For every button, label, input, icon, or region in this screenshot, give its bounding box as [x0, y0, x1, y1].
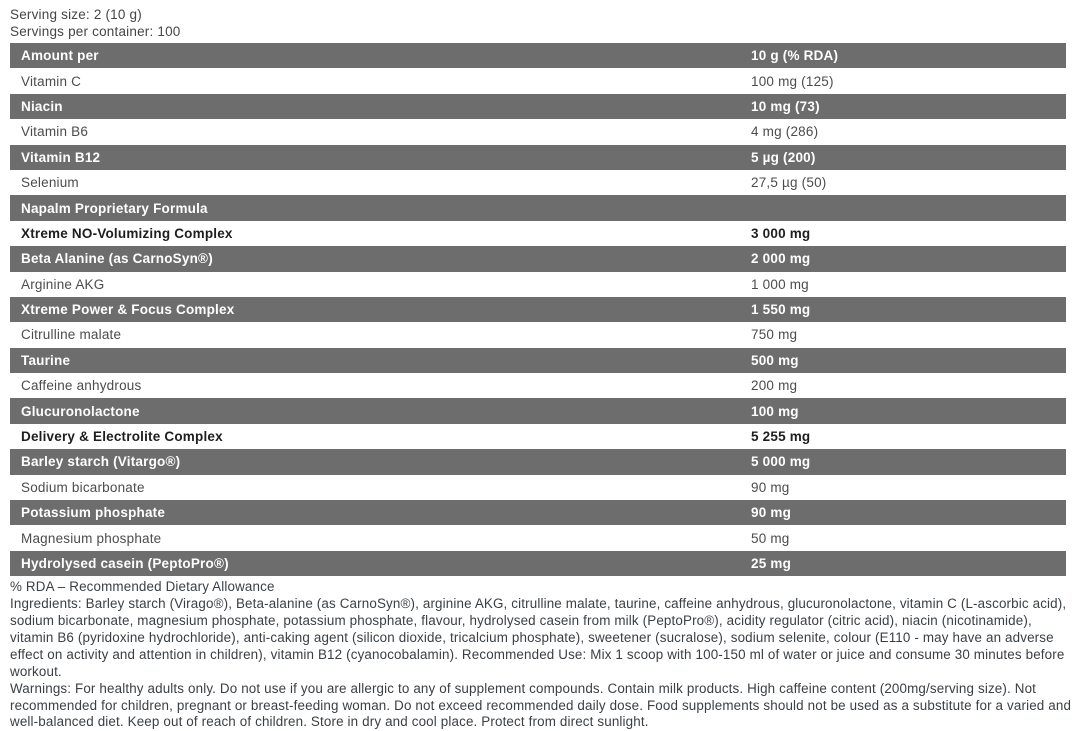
- table-row: [10, 424, 1066, 449]
- row-value: 500 mg: [751, 352, 799, 368]
- row-value: 5 000 mg: [751, 454, 811, 470]
- row-value: 50 mg: [751, 530, 790, 546]
- row-label: Beta Alanine (as CarnoSyn®): [21, 251, 213, 267]
- row-value: 90 mg: [751, 505, 792, 521]
- table-row: [10, 170, 1066, 195]
- row-label: Citrulline malate: [21, 327, 122, 343]
- table-row: [10, 373, 1066, 398]
- table-row: [10, 551, 1066, 576]
- table-row: [10, 449, 1066, 474]
- row-label: Potassium phosphate: [21, 505, 166, 521]
- nutrition-table: [10, 43, 1066, 576]
- row-label: Delivery & Electrolite Complex: [21, 429, 223, 445]
- table-header-value: 10 g (% RDA): [751, 48, 839, 64]
- table-row: [10, 297, 1066, 322]
- serving-size-line: Serving size: 2 (10 g): [10, 7, 142, 22]
- table-row: [10, 272, 1066, 297]
- row-value: 1 000 mg: [751, 276, 809, 292]
- row-label: Sodium bicarbonate: [21, 479, 145, 495]
- row-value: 100 mg: [751, 403, 799, 419]
- table-row: [10, 119, 1066, 144]
- table-row: [10, 195, 1066, 220]
- row-value: 2 000 mg: [751, 251, 811, 267]
- table-row: [10, 145, 1066, 170]
- row-label: Xtreme Power & Focus Complex: [21, 302, 235, 318]
- row-label: Vitamin C: [21, 73, 82, 89]
- table-row: [10, 398, 1066, 423]
- table-header-label: Amount per: [21, 48, 99, 64]
- row-label: Arginine AKG: [21, 276, 105, 292]
- servings-per-container-line: Servings per container: 100: [10, 24, 181, 39]
- table-row: [10, 475, 1066, 500]
- row-label: Hydrolysed casein (PeptoPro®): [21, 556, 229, 571]
- table-row: [10, 221, 1066, 246]
- table-body: [10, 68, 1066, 576]
- serving-info: [10, 6, 1081, 40]
- row-label: Vitamin B12: [21, 149, 101, 165]
- table-header-row: [10, 43, 1066, 68]
- row-label: Napalm Proprietary Formula: [21, 200, 208, 216]
- row-value: 90 mg: [751, 479, 790, 495]
- row-label: Xtreme NO-Volumizing Complex: [21, 225, 233, 241]
- ingredients-paragraph: Ingredients: Barley starch (Virago®), Beta-alanine (as CarnoSyn®), arginine AKG, citrulline malate, taurine, caffeine anhydrous, glucuronolactone, vitamin C (L-ascorbic acid), sodium bicarbonate, magnesium phosphate, potassium phosphate, flavour, hydrolysed casein from milk (PeptoPro®), acidity regulator (citric acid), niacin (nicotinamide), vitamin B6 (pyridoxine hydrochloride), anti-caking agent (silicon dioxide, tricalcium phosphate), sweetener (sucralose), sodium selenite, colour (E110 - may have an adverse effect on activity and attention in children), vitamin B12 (cyanocobalamin). Recommended Use: Mix 1 scoop with 100-150 ml of water or juice and consume 30 minutes before workout.: [10, 596, 1067, 679]
- row-value: 1 550 mg: [751, 302, 811, 318]
- row-value: 200 mg: [751, 378, 798, 394]
- row-label: Vitamin B6: [21, 124, 89, 140]
- table-row: [10, 348, 1066, 373]
- row-value: 100 mg (125): [751, 73, 834, 89]
- row-value: 25 mg: [751, 556, 792, 571]
- row-label: Barley starch (Vitargo®): [21, 454, 181, 470]
- row-label: Selenium: [21, 175, 79, 191]
- row-value: 3 000 mg: [751, 225, 811, 241]
- rda-note: % RDA – Recommended Dietary Allowance: [10, 579, 275, 595]
- row-value: 750 mg: [751, 327, 798, 343]
- row-label: Magnesium phosphate: [21, 530, 162, 546]
- row-value: 4 mg (286): [751, 124, 819, 140]
- table-row: [10, 94, 1066, 119]
- row-label: Niacin: [21, 98, 63, 114]
- row-value: 5 µg (200): [751, 149, 816, 165]
- row-value: 10 mg (73): [751, 98, 820, 114]
- footer-text-block: [10, 579, 1073, 731]
- row-label: Caffeine anhydrous: [21, 378, 142, 394]
- row-label: Taurine: [21, 352, 71, 368]
- row-value: 5 255 mg: [751, 429, 811, 445]
- row-value: 27,5 µg (50): [751, 175, 827, 191]
- table-row: [10, 500, 1066, 525]
- table-row: [10, 322, 1066, 347]
- table-row: [10, 68, 1066, 93]
- row-label: Glucuronolactone: [21, 403, 140, 419]
- table-row: [10, 246, 1066, 271]
- warnings-paragraph: Warnings: For healthy adults only. Do not use if you are allergic to any of supplement compounds. Contain milk products. High caffeine content (200mg/serving size). Not recommended for children, pregnant or breast-feeding woman. Do not exceed recommended daily dose. Food supplements should not be used as a substitute for a varied and well-balanced diet. Keep out of reach of children. Store in dry and cool place. Protect from direct sunlight.: [10, 680, 1072, 730]
- table-row: [10, 525, 1066, 550]
